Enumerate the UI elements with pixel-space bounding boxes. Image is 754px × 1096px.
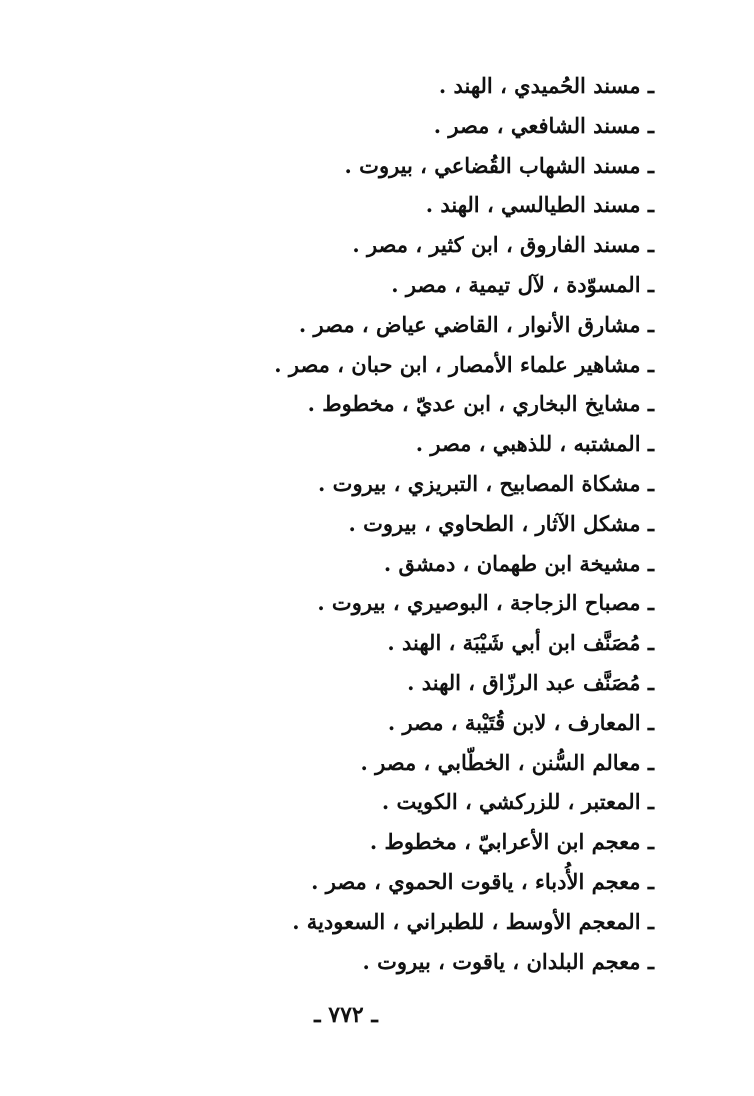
bibliography-entry: ـ معجم ابن الأعرابيّ ، مخطوط .	[369, 829, 654, 855]
bibliography-entry: ـ معالم السُّنن ، الخطّابي ، مصر .	[360, 749, 654, 775]
bibliography-entry: ـ مشايخ البخاري ، ابن عديّ ، مخطوط .	[307, 391, 654, 417]
bibliography-list	[94, 66, 654, 981]
bibliography-entry: ـ مسند الفاروق ، ابن كثير ، مصر .	[352, 232, 654, 258]
bibliography-entry: ـ مشارق الأنوار ، القاضي عياض ، مصر .	[298, 311, 654, 337]
bibliography-entry: ـ المعجم الأوسط ، للطبراني ، السعودية .	[292, 908, 654, 934]
bibliography-entry: ـ مسند الحُميدي ، الهند .	[438, 73, 654, 98]
bibliography-entry: ـ المشتبه ، للذهبي ، مصر .	[415, 431, 654, 457]
bibliography-entry: ـ المعتبر ، للزركشي ، الكويت .	[381, 789, 654, 815]
bibliography-entry: ـ مشاهير علماء الأمصار ، ابن حبان ، مصر .	[274, 351, 654, 377]
bibliography-entry: ـ المسوّدة ، لآل تيمية ، مصر .	[391, 271, 654, 297]
bibliography-entry: ـ معجم الأُدباء ، ياقوت الحموي ، مصر .	[311, 868, 654, 894]
page-number: ـ ٧٧٢ ـ	[314, 1002, 378, 1028]
bibliography-entry: ـ مسند الشهاب القُضاعي ، بيروت .	[344, 152, 654, 178]
bibliography-entry: ـ مُصَنَّف ابن أبي شَيْبَة ، الهند .	[387, 630, 654, 656]
bibliography-entry: ـ مُصَنَّف عبد الرزّاق ، الهند .	[407, 669, 654, 695]
bibliography-entry: ـ مشكل الآثار ، الطحاوي ، بيروت .	[348, 510, 654, 536]
bibliography-entry: ـ مسند الطيالسي ، الهند .	[425, 192, 654, 218]
bibliography-entry: ـ مشكاة المصابيح ، التبريزي ، بيروت .	[318, 470, 654, 496]
bibliography-entry: ـ مصباح الزجاجة ، البوصيري ، بيروت .	[317, 590, 654, 616]
bibliography-entry: ـ معجم البلدان ، ياقوت ، بيروت .	[362, 948, 654, 974]
bibliography-entry: ـ المعارف ، لابن قُتَيْبة ، مصر .	[387, 709, 654, 735]
bibliography-entry: ـ مشيخة ابن طهمان ، دمشق .	[383, 550, 654, 576]
bibliography-entry: ـ مسند الشافعي ، مصر .	[433, 112, 654, 138]
